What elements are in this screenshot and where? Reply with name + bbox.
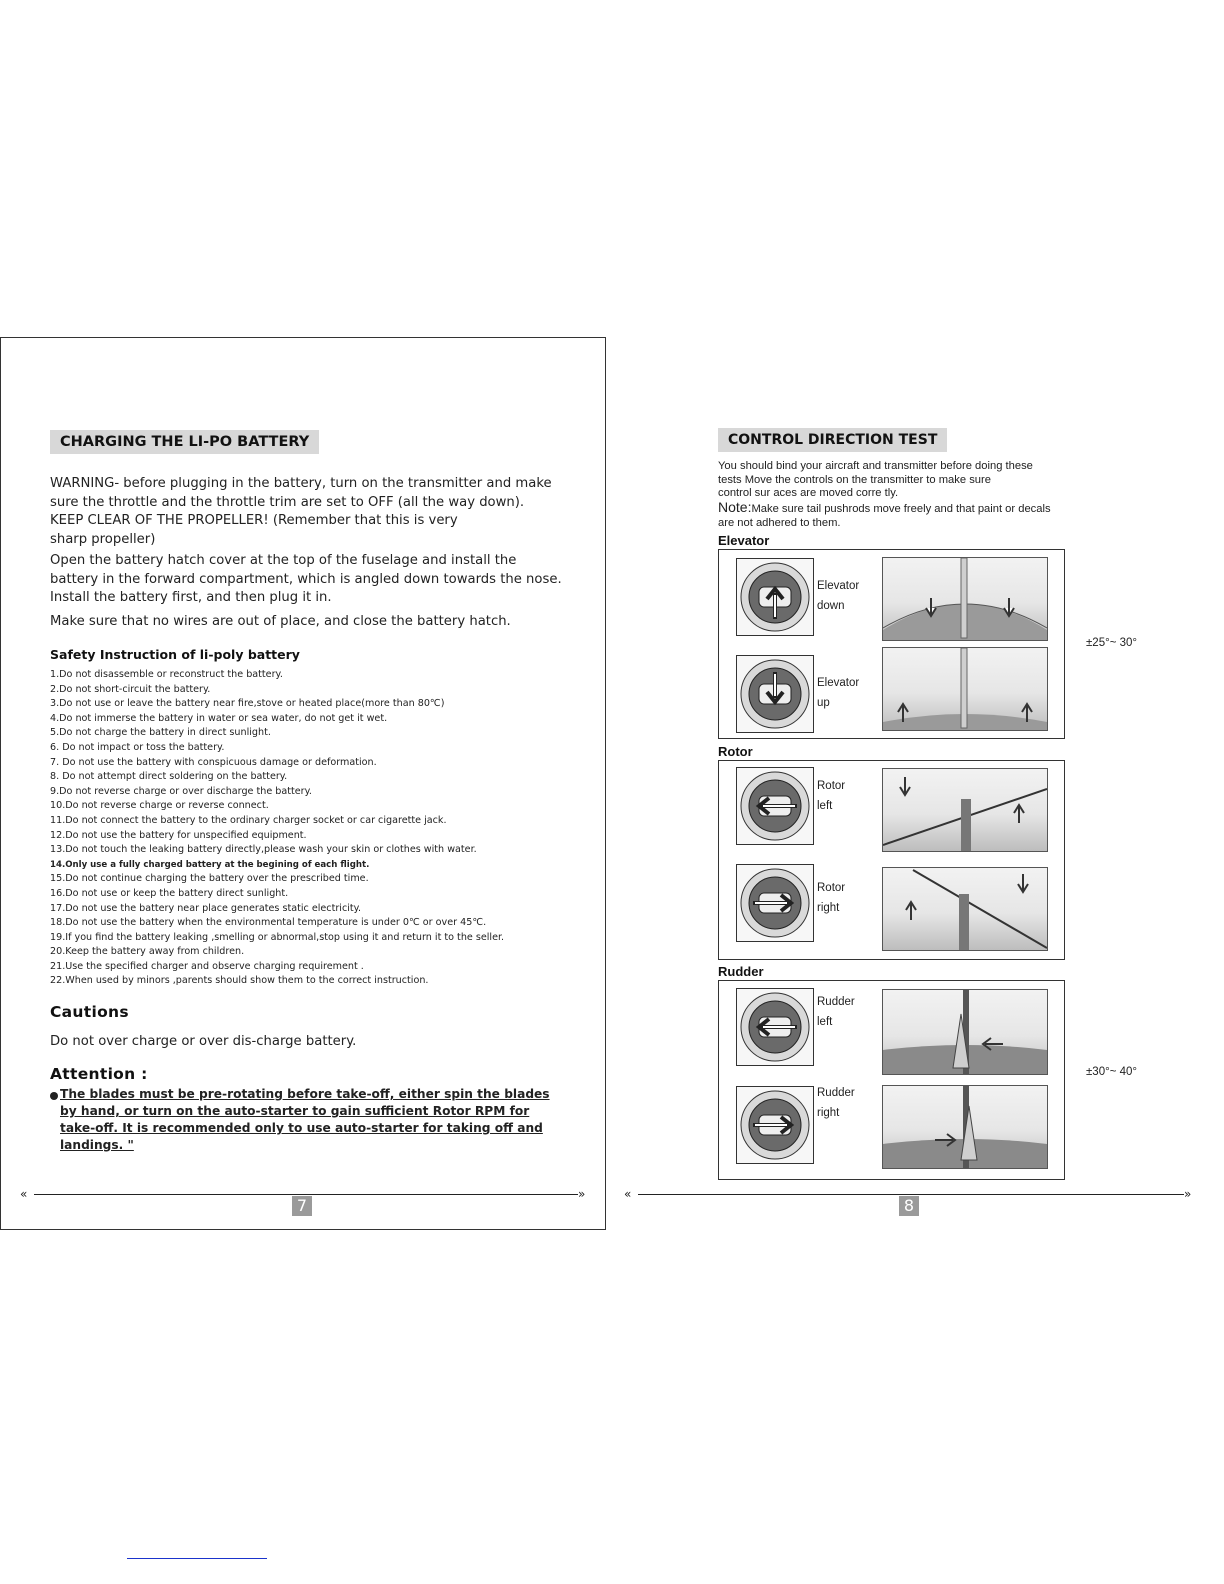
attention-line: by hand, or turn on the auto-starter to gain sufficient Rotor RPM for xyxy=(60,1104,530,1118)
rudder-range: ±30°~ 40° xyxy=(1086,1066,1138,1078)
warning-line: sharp propeller) xyxy=(50,531,156,547)
footer-rule xyxy=(638,1194,1184,1195)
control-label xyxy=(817,577,859,616)
control-label-line: Rotor xyxy=(817,780,846,792)
footer-rule xyxy=(34,1194,578,1195)
safety-rules-list xyxy=(50,668,504,989)
rule-item: 12.Do not use the battery for unspecified equipment. xyxy=(50,829,307,841)
stick-icon xyxy=(736,655,814,733)
rule-item: 6. Do not impact or toss the battery. xyxy=(50,741,225,753)
warning-block xyxy=(50,475,552,549)
control-label-line: left xyxy=(817,799,833,812)
stick-icon xyxy=(736,767,814,845)
note-block xyxy=(718,501,1051,530)
rule-item: 18.Do not use the battery when the environmental temperature is under 0℃ or over 45℃. xyxy=(50,917,487,929)
rule-item: 2.Do not short-circuit the battery. xyxy=(50,683,211,695)
rule-item: 13.Do not touch the leaking battery directly,please wash your skin or clothes with water. xyxy=(50,844,477,856)
note-line: are not adhered to them. xyxy=(718,516,841,529)
attention-block xyxy=(60,1086,550,1154)
cautions-text: Do not over charge or over dis-charge battery. xyxy=(50,1034,357,1049)
safety-heading: Safety Instruction of li-poly battery xyxy=(50,647,300,662)
intro-line: You should bind your aircraft and transmitter before doing these xyxy=(718,460,1033,472)
control-label-line: down xyxy=(817,599,845,612)
rotor-right-photo xyxy=(882,867,1048,951)
note-line: Make sure tail pushrods move freely and that paint or decals xyxy=(751,503,1051,515)
control-label xyxy=(817,993,855,1032)
chevron-right-double-icon: » xyxy=(1184,1187,1192,1201)
control-label xyxy=(817,674,859,713)
rule-item: 9.Do not reverse charge or over discharge the battery. xyxy=(50,785,312,797)
elevator-down-photo xyxy=(882,557,1048,641)
install-line: Open the battery hatch cover at the top of the fuselage and install the xyxy=(50,553,517,568)
rudder-left-photo xyxy=(882,989,1048,1075)
chevron-left-double-icon: « xyxy=(20,1187,28,1201)
rule-item: 15.Do not continue charging the battery over the prescribed time. xyxy=(50,873,369,885)
rule-item: 5.Do not charge the battery in direct sunlight. xyxy=(50,727,271,739)
control-label xyxy=(817,1084,855,1123)
stick-icon xyxy=(736,558,814,636)
control-label-line: Rudder xyxy=(817,996,855,1008)
bullet-icon xyxy=(50,1092,58,1100)
rule-item: 10.Do not reverse charge or reverse connect. xyxy=(50,800,269,812)
note-label: Note: xyxy=(718,499,752,515)
control-label-line: left xyxy=(817,1015,833,1028)
blue-rule xyxy=(127,1558,267,1559)
rule-item: 8. Do not attempt direct soldering on the battery. xyxy=(50,771,288,783)
control-label-line: up xyxy=(817,696,830,709)
wires-line: Make sure that no wires are out of place, and close the battery hatch. xyxy=(50,614,511,629)
rudder-right-photo xyxy=(882,1085,1048,1169)
control-label xyxy=(817,879,845,918)
charging-heading: CHARGING THE LI-PO BATTERY xyxy=(50,430,319,454)
control-label-line: Rotor xyxy=(817,882,846,894)
warning-line: WARNING- before plugging in the battery, turn on the transmitter and make xyxy=(50,476,552,491)
elevator-up-photo xyxy=(882,647,1048,731)
rule-item: 3.Do not use or leave the battery near fire,stove or heated place(more than 80℃) xyxy=(50,698,445,710)
control-label-line: Elevator xyxy=(817,677,860,689)
page-number: 7 xyxy=(292,1196,312,1216)
stick-icon xyxy=(736,864,814,942)
control-label-line: Elevator xyxy=(817,580,860,592)
rule-item: 16.Do not use or keep the battery direct sunlight. xyxy=(50,887,289,899)
attention-line: The blades must be pre-rotating before take-off, either spin the blades xyxy=(60,1087,550,1101)
chevron-right-double-icon: » xyxy=(578,1187,586,1201)
rule-item: 21.Use the specified charger and observe charging requirement . xyxy=(50,960,364,972)
rudder-label: Rudder xyxy=(718,964,764,979)
rule-item: 20.Keep the battery away from children. xyxy=(50,946,245,958)
stick-icon xyxy=(736,1086,814,1164)
control-label-line: Rudder xyxy=(817,1087,855,1099)
rule-item: 7. Do not use the battery with conspicuous damage or deformation. xyxy=(50,756,377,768)
rule-item: 4.Do not immerse the battery in water or sea water, do not get it wet. xyxy=(50,712,388,724)
page-number: 8 xyxy=(899,1196,919,1216)
warning-line: KEEP CLEAR OF THE PROPELLER! (Remember that this is very xyxy=(50,513,458,528)
attention-line: landings. " xyxy=(60,1138,134,1152)
rotor-label: Rotor xyxy=(718,744,753,759)
rule-item: 22.When used by minors ,parents should show them to the correct instruction. xyxy=(50,975,429,987)
cautions-heading: Cautions xyxy=(50,1003,129,1021)
attention-line: take-off. It is recommended only to use auto-starter for taking off and xyxy=(60,1121,543,1135)
rule-item: 11.Do not connect the battery to the ordinary charger socket or car cigarette jack. xyxy=(50,814,447,826)
install-line: Install the battery first, and then plug it in. xyxy=(50,590,332,605)
control-test-heading: CONTROL DIRECTION TEST xyxy=(718,428,947,452)
control-label-line: right xyxy=(817,901,840,914)
install-block xyxy=(50,552,562,608)
rule-item: 19.If you find the battery leaking ,smelling or abnormal,stop using it and return it to the seller. xyxy=(50,931,505,943)
control-label-line: right xyxy=(817,1106,840,1119)
stick-icon xyxy=(736,988,814,1066)
rotor-left-photo xyxy=(882,768,1048,852)
warning-line: sure the throttle and the throttle trim are set to OFF (all the way down). xyxy=(50,494,525,510)
chevron-left-double-icon: « xyxy=(624,1187,632,1201)
install-line: battery in the forward compartment, which is angled down towards the nose. xyxy=(50,571,562,587)
rule-item: 14.Only use a fully charged battery at the begining of each flight. xyxy=(50,859,370,870)
attention-heading: Attention : xyxy=(50,1065,148,1083)
intro-line: tests Move the controls on the transmitter to make sure xyxy=(718,473,991,486)
intro-block xyxy=(718,460,1033,501)
rule-item: 17.Do not use the battery near place generates static electricity. xyxy=(50,902,362,914)
elevator-range: ±25°~ 30° xyxy=(1086,637,1138,649)
intro-line: control sur aces are moved corre tly. xyxy=(718,487,899,499)
control-label xyxy=(817,777,845,816)
elevator-label: Elevator xyxy=(718,533,770,548)
rule-item: 1.Do not disassemble or reconstruct the battery. xyxy=(50,669,283,680)
